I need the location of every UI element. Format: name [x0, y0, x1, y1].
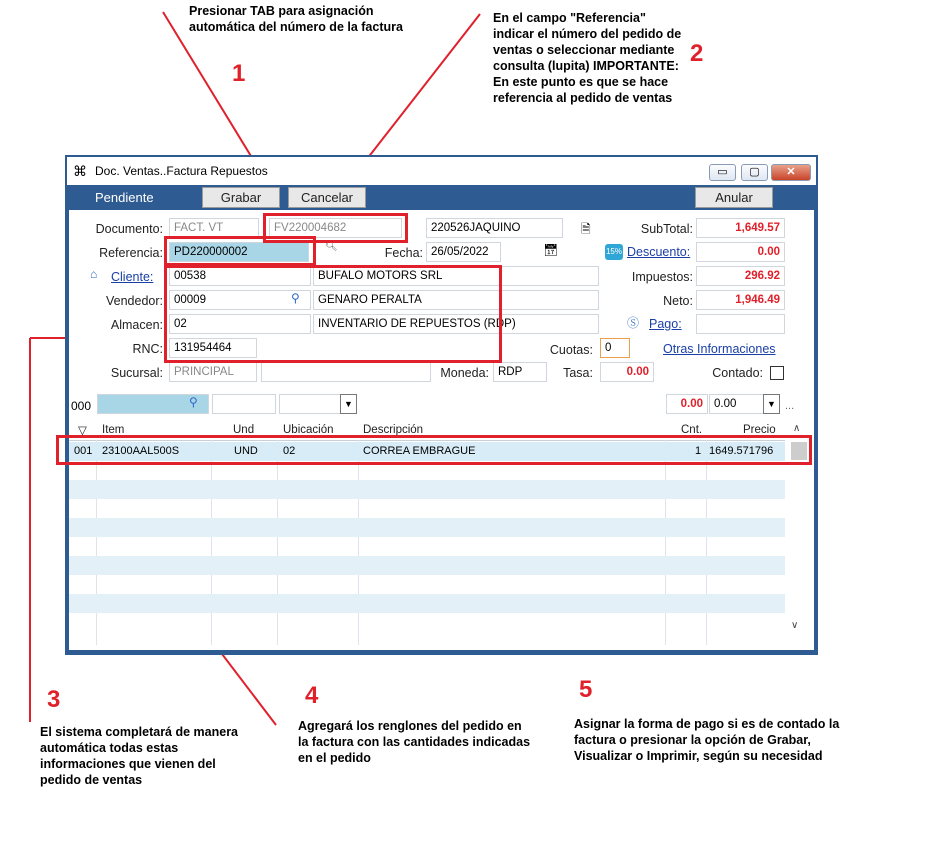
tasa-label: Tasa:: [563, 366, 593, 380]
referencia-field[interactable]: PD220000002: [169, 242, 309, 262]
app-icon: ⌘: [73, 163, 87, 179]
highlight-customer-info: [164, 265, 502, 363]
cliente-link[interactable]: Cliente:: [111, 270, 154, 284]
row-ubicacion-cell: 02: [283, 445, 296, 457]
document-number-field[interactable]: FV220004682: [269, 218, 402, 238]
otras-informaciones-link[interactable]: Otras Informaciones: [663, 342, 776, 356]
neto-field: 1,946.49: [696, 290, 785, 310]
document-status: Pendiente: [95, 190, 154, 205]
grid-divider: [358, 440, 359, 645]
vendedor-search-icon[interactable]: ⚲: [291, 291, 300, 305]
vendedor-label: Vendedor:: [106, 294, 163, 308]
row-cnt-cell: 1: [695, 445, 702, 457]
annotation-note-4: Agregará los renglones del pedido en la factura con las cantidades indicadas en el pedido: [298, 719, 531, 765]
descuento-link[interactable]: Descuento:: [627, 245, 691, 259]
contado-checkbox[interactable]: [770, 366, 784, 380]
almacen-name-field: INVENTARIO DE REPUESTOS (RDP): [313, 314, 599, 334]
home-icon: ⌂: [90, 267, 98, 281]
cliente-name-field: BUFALO MOTORS SRL: [313, 266, 599, 286]
fecha-field[interactable]: 26/05/2022: [426, 242, 501, 262]
highlight-referencia: [164, 236, 316, 266]
vendedor-name-field: GENARO PERALTA: [313, 290, 599, 310]
table-row[interactable]: [69, 480, 785, 499]
notes-icon[interactable]: 🗎: [581, 222, 591, 236]
scroll-up-chevron-icon[interactable]: ∧: [793, 423, 801, 434]
cuotas-field[interactable]: 0: [600, 338, 630, 358]
entry-line-number: 000: [71, 399, 92, 413]
row-precio-cell: 1649.571796: [709, 445, 774, 457]
window-title: Doc. Ventas..Factura Repuestos: [95, 164, 268, 178]
almacen-code-field[interactable]: 02: [169, 314, 311, 334]
item-search-icon[interactable]: ⚲: [189, 395, 198, 409]
sucursal-field[interactable]: PRINCIPAL: [169, 362, 257, 382]
annotation-note-3: El sistema completará de manera automática todas estas informaciones que vienen del pedido de ventas: [40, 725, 239, 787]
row-descripcion-cell: CORREA EMBRAGUE: [363, 445, 476, 457]
almacen-label: Almacen:: [110, 318, 163, 332]
annotation-number-4: 4: [305, 682, 319, 709]
subtotal-label: SubTotal:: [640, 222, 693, 236]
annotation-number-3: 3: [47, 686, 61, 713]
sucursal-label: Sucursal:: [110, 366, 163, 380]
vendedor-code-field[interactable]: 00009: [169, 290, 311, 310]
location-dropdown-chevron-icon[interactable]: ▼: [340, 394, 357, 414]
scroll-down-chevron-icon[interactable]: ∨: [791, 620, 799, 631]
grabar-button[interactable]: Grabar: [202, 187, 280, 208]
fecha-label: Fecha:: [384, 246, 423, 260]
toolbar: [67, 185, 816, 209]
invoice-window: [65, 155, 818, 655]
cancelar-button[interactable]: Cancelar: [288, 187, 366, 208]
grid-divider: [706, 440, 707, 645]
price-dropdown-chevron-icon[interactable]: ▼: [763, 394, 780, 414]
table-row[interactable]: [69, 556, 785, 575]
minimize-button[interactable]: ▭: [709, 164, 736, 181]
subtotal-field: 1,649.57: [696, 218, 785, 238]
grid-header-descripcion[interactable]: Descripción: [363, 424, 424, 436]
row-und-cell: UND: [234, 445, 258, 457]
cuotas-label: Cuotas:: [549, 343, 593, 357]
discount-badge-icon: 15%: [605, 244, 623, 260]
documento-label: Documento:: [95, 222, 163, 236]
cliente-code-field[interactable]: 00538: [169, 266, 311, 286]
sucursal-extra-field[interactable]: [261, 362, 431, 382]
annotation-number-1: 1: [232, 60, 246, 87]
moneda-label: Moneda:: [440, 366, 489, 380]
table-row[interactable]: [69, 518, 785, 537]
unit-entry-field[interactable]: [212, 394, 276, 414]
price-entry-field[interactable]: 0.00: [709, 394, 765, 414]
annotation-note-1: Presionar TAB para asignación automática del número de la factura: [189, 4, 403, 34]
search-icon[interactable]: 🔍︎: [325, 241, 338, 252]
grid-header-precio[interactable]: Precio: [743, 424, 776, 436]
rnc-field[interactable]: 131954464: [169, 338, 257, 358]
row-item-cell: 23100AAL500S: [102, 445, 180, 457]
grid-header-cnt[interactable]: Cnt.: [681, 424, 703, 436]
table-row[interactable]: [69, 594, 785, 613]
title-bar: [67, 157, 816, 185]
user-reference-field[interactable]: 220526JAQUINO: [426, 218, 563, 238]
annotation-number-2: 2: [690, 40, 704, 67]
calendar-icon[interactable]: 📅︎: [543, 243, 559, 257]
quantity-entry-field[interactable]: 0.00: [666, 394, 708, 414]
grid-divider: [96, 440, 97, 645]
grid-divider: [277, 440, 278, 645]
annotation-note-5: Asignar la forma de pago si es de contado la factura o presionar la opción de Grabar, Visualizar o Imprimir, según su necesidad: [574, 717, 840, 763]
rnc-label: RNC:: [132, 342, 163, 356]
payment-icon: Ⓢ: [627, 316, 640, 330]
maximize-button[interactable]: ▢: [741, 164, 768, 181]
grid-divider: [665, 440, 666, 645]
close-button[interactable]: ✕: [771, 164, 811, 181]
more-options-icon[interactable]: ...: [785, 400, 795, 412]
tasa-field[interactable]: 0.00: [600, 362, 654, 382]
row-line-cell: 001: [74, 445, 93, 457]
neto-label: Neto:: [663, 294, 693, 308]
impuestos-label: Impuestos:: [631, 270, 693, 284]
annotation-number-5: 5: [579, 676, 593, 703]
grid-header-und[interactable]: Und: [233, 424, 255, 436]
grid-header-item[interactable]: Item: [102, 424, 125, 436]
documento-type-field[interactable]: FACT. VT: [169, 218, 259, 238]
descuento-field: 0.00: [696, 242, 785, 262]
anular-button[interactable]: Anular: [695, 187, 773, 208]
highlight-order-lines: [56, 435, 812, 465]
grid-sort-icon[interactable]: ▽: [78, 425, 87, 437]
contado-label: Contado:: [712, 366, 763, 380]
grid-header-ubicacion[interactable]: Ubicación: [283, 424, 334, 436]
impuestos-field: 296.92: [696, 266, 785, 286]
moneda-field[interactable]: RDP: [493, 362, 547, 382]
pago-link[interactable]: Pago:: [649, 317, 682, 331]
grid-divider: [211, 440, 212, 645]
referencia-label: Referencia:: [99, 246, 163, 260]
pago-field[interactable]: [696, 314, 785, 334]
annotation-note-2: En el campo "Referencia" indicar el número del pedido de ventas o seleccionar mediante consulta (lupita) IMPORTANTE: En este punto es que se hace referencia al pedido de ventas: [493, 11, 682, 105]
